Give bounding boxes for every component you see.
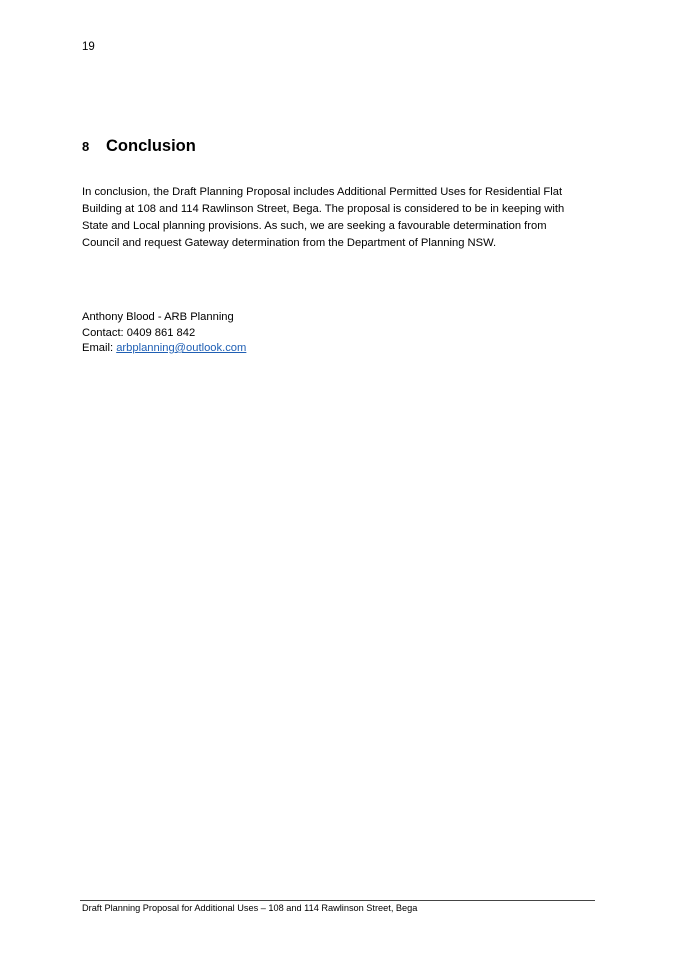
email-link[interactable]: arbplanning@outlook.com	[116, 342, 247, 354]
contact-block	[82, 310, 246, 357]
conclusion-paragraph	[82, 184, 582, 252]
paragraph-line: Building at 108 and 114 Rawlinson Street, Bega. The proposal is considered to be in keeping with	[82, 203, 565, 215]
email-label: Email:	[82, 342, 117, 354]
section-title: Conclusion	[106, 137, 196, 155]
section-number: 8	[82, 139, 90, 154]
page-number: 19	[82, 41, 95, 53]
contact-email-line	[82, 341, 246, 357]
paragraph-line: State and Local planning provisions. As such, we are seeking a favourable determination from	[82, 220, 547, 232]
section-heading	[82, 137, 196, 156]
author-name: Anthony Blood - ARB Planning	[82, 311, 234, 323]
footer-divider	[80, 900, 595, 901]
contact-phone: Contact: 0409 861 842	[82, 326, 196, 339]
paragraph-line: In conclusion, the Draft Planning Proposal includes Additional Permitted Uses for Residential Flat	[82, 186, 563, 198]
paragraph-line: Council and request Gateway determination from the Department of Planning NSW.	[82, 237, 497, 249]
footer-text: Draft Planning Proposal for Additional Uses – 108 and 114 Rawlinson Street, Bega	[82, 903, 418, 913]
